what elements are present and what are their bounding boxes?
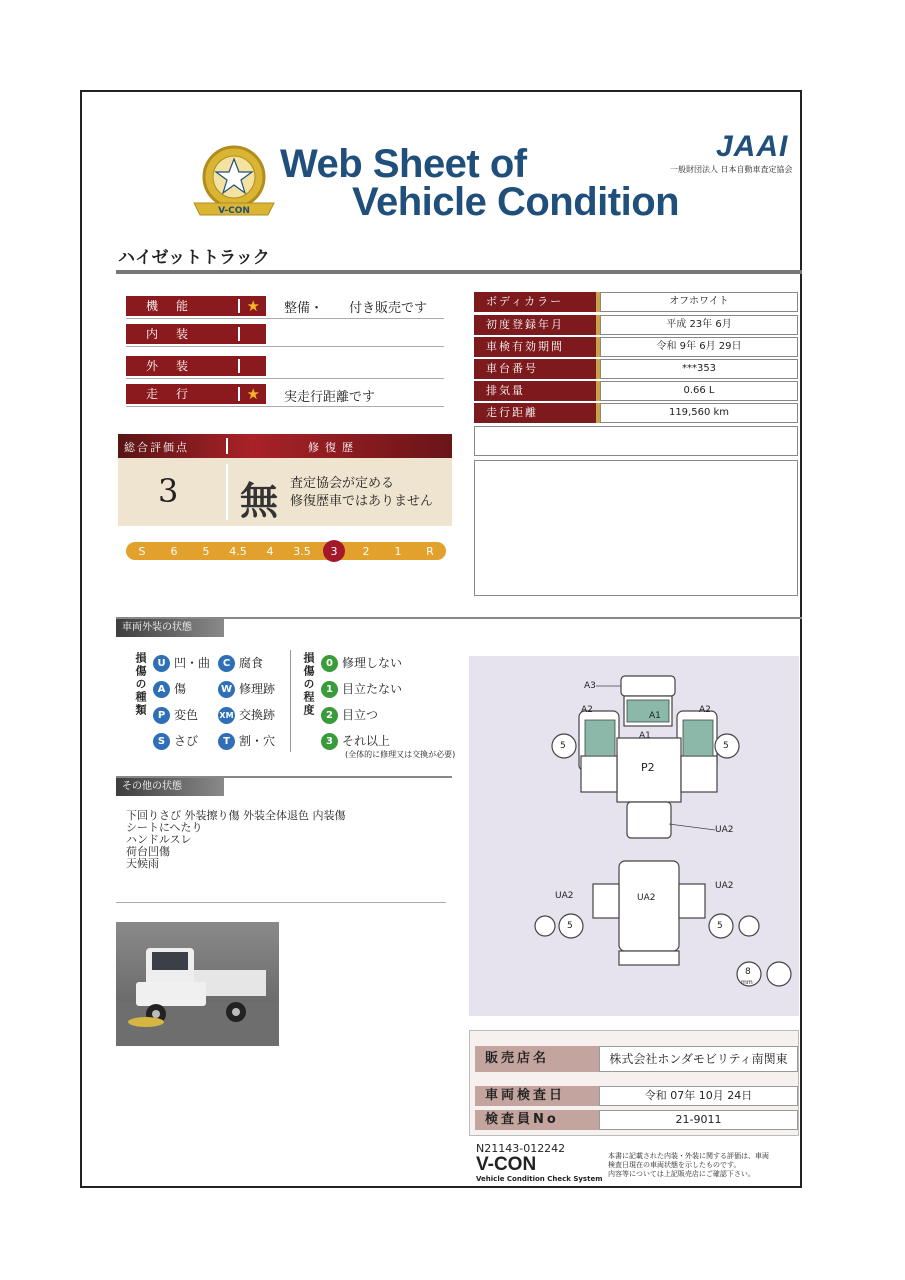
title-line1: Web Sheet of <box>280 142 527 186</box>
star-icon: ★ <box>246 385 260 403</box>
score-scale <box>126 540 446 562</box>
scale-item: 1 <box>394 545 402 558</box>
serial-number: N21143-012242 <box>476 1142 566 1155</box>
scale-item: 4 <box>266 545 274 558</box>
title-rule <box>116 270 802 274</box>
label-interior: 内装 <box>126 324 266 344</box>
tread-mm: mm <box>741 979 753 986</box>
repair-label: 修復歴 <box>308 441 359 454</box>
mileage-note: 実走行距離です <box>284 390 376 405</box>
scale-item: R <box>426 545 434 558</box>
emblem-label: V-CON <box>218 206 250 216</box>
shop-value: 株式会社ホンダモビリティ南関東 <box>599 1046 798 1072</box>
label-ua2-front: UA2 <box>715 825 734 835</box>
label-function: 機能 ★ <box>126 296 266 316</box>
spec-value-inspection: 令和 9年 6月 29日 <box>600 337 798 357</box>
function-note: 整備・ 付き販売です <box>284 301 428 316</box>
spec-value-registration: 平成 23年 6月 <box>600 315 798 335</box>
label-a1: A1 <box>639 731 651 741</box>
scale-item: 4.5 <box>229 545 247 558</box>
label-a3: A3 <box>584 681 596 691</box>
label-p2: P2 <box>641 761 655 774</box>
label-mileage: 走行 ★ <box>126 384 266 404</box>
label-exterior: 外装 <box>126 356 266 376</box>
legend-2: 2 目立つ <box>321 706 378 724</box>
vehicle-photo <box>116 922 279 1046</box>
spec-blank-box <box>474 426 798 456</box>
spec-label-color: ボディカラー <box>474 292 600 312</box>
spec-label-registration: 初度登録年月 <box>474 315 600 335</box>
legend-0: 0 修理しない <box>321 654 402 672</box>
other-heading: その他の状態 <box>116 778 224 796</box>
scale-item: 3.5 <box>293 545 311 558</box>
spec-label-distance: 走行距離 <box>474 403 600 423</box>
legend-u: U 凹・曲 <box>153 654 210 672</box>
scale-item: 6 <box>170 545 178 558</box>
legend-t: T 割・穴 <box>218 732 275 750</box>
vcon-brand-sub: Vehicle Condition Check System <box>476 1175 603 1183</box>
label-ua2-right: UA2 <box>715 881 734 891</box>
legend-1: 1 目立たない <box>321 680 402 698</box>
notes-box <box>474 460 798 596</box>
spec-value-color: オフホワイト <box>600 292 798 312</box>
tread-left: 5 <box>560 741 566 751</box>
divider <box>126 318 444 319</box>
divider <box>126 406 444 407</box>
repair-note-2: 修復歴車ではありません <box>290 494 434 509</box>
label-ua2-left: UA2 <box>555 891 574 901</box>
tread-rear-right: 5 <box>717 921 723 931</box>
legend-p: P 変色 <box>153 706 198 724</box>
tread-right: 5 <box>723 741 729 751</box>
date-value: 令和 07年 10月 24日 <box>599 1086 798 1106</box>
legend-c: C 腐食 <box>218 654 263 672</box>
repair-mark: 無 <box>240 478 279 523</box>
scale-item: 5 <box>202 545 210 558</box>
exterior-heading: 車両外装の状態 <box>116 619 224 637</box>
jaai-logo: JAAI <box>716 130 789 163</box>
legend-w: W 修理跡 <box>218 680 275 698</box>
title-line2: Vehicle Condition <box>352 180 680 224</box>
evaluation-body <box>118 458 452 526</box>
scale-item: 2 <box>362 545 370 558</box>
legend-s: S さび <box>153 732 198 750</box>
vcon-emblem <box>184 145 284 221</box>
inspector-value: 21-9011 <box>599 1110 798 1130</box>
spec-value-chassis: ***353 <box>600 359 798 379</box>
spec-label-displacement: 排気量 <box>474 381 600 401</box>
legend-a: A 傷 <box>153 680 186 698</box>
label-a2-right: A2 <box>699 705 711 715</box>
degree-note: (全体的に修理又は交換が必要) <box>345 750 456 759</box>
divider <box>126 378 444 379</box>
label-a2-left: A2 <box>581 705 593 715</box>
evaluation-header <box>118 434 452 458</box>
exterior-rule <box>116 617 802 619</box>
disclaimer: 本書に記載された内装・外装に関する評価は、車両 検査日現在の車両状態を示したものです。 内容等については上記販売店にご確認下さい。 <box>608 1152 769 1178</box>
scale-item: S <box>138 545 146 558</box>
legend-3: 3 それ以上 <box>321 732 390 750</box>
divider <box>126 346 444 347</box>
label-a1-top: A1 <box>649 711 661 721</box>
other-rule <box>116 776 452 778</box>
spec-value-displacement: 0.66 L <box>600 381 798 401</box>
date-label: 車両検査日 <box>475 1086 599 1106</box>
other-notes: 下回りさび 外装擦り傷 外装全体退色 内装傷 シートにへたり ハンドルスレ 荷台凹傷 天候雨 <box>126 809 346 870</box>
damage-type-label: 損傷の種類 <box>134 652 147 717</box>
spec-label-inspection: 車検有効期間 <box>474 337 600 357</box>
tread-rear-left: 5 <box>567 921 573 931</box>
damage-degree-label: 損傷の程度 <box>302 652 315 717</box>
vcon-brand: V-CON <box>476 1154 537 1175</box>
label-ua2-center: UA2 <box>637 893 656 903</box>
shop-label: 販売店名 <box>475 1046 599 1072</box>
spec-label-chassis: 車台番号 <box>474 359 600 379</box>
damage-diagram <box>469 656 799 1016</box>
spec-value-distance: 119,560 km <box>600 403 798 423</box>
score-label: 総合評価点 <box>124 441 189 454</box>
star-icon: ★ <box>246 297 260 315</box>
repair-note-1: 査定協会が定める <box>290 476 395 491</box>
legend-xm: XM 交換跡 <box>219 708 276 722</box>
tread-spare: 8 <box>745 967 751 977</box>
inspector-label: 検査員No <box>475 1110 599 1130</box>
org-name: 一般財団法人 日本自動車査定協会 <box>670 165 793 174</box>
car-name: ハイゼットトラック <box>118 248 270 268</box>
scale-item: 3 <box>330 545 338 558</box>
score-value: 3 <box>158 472 179 510</box>
